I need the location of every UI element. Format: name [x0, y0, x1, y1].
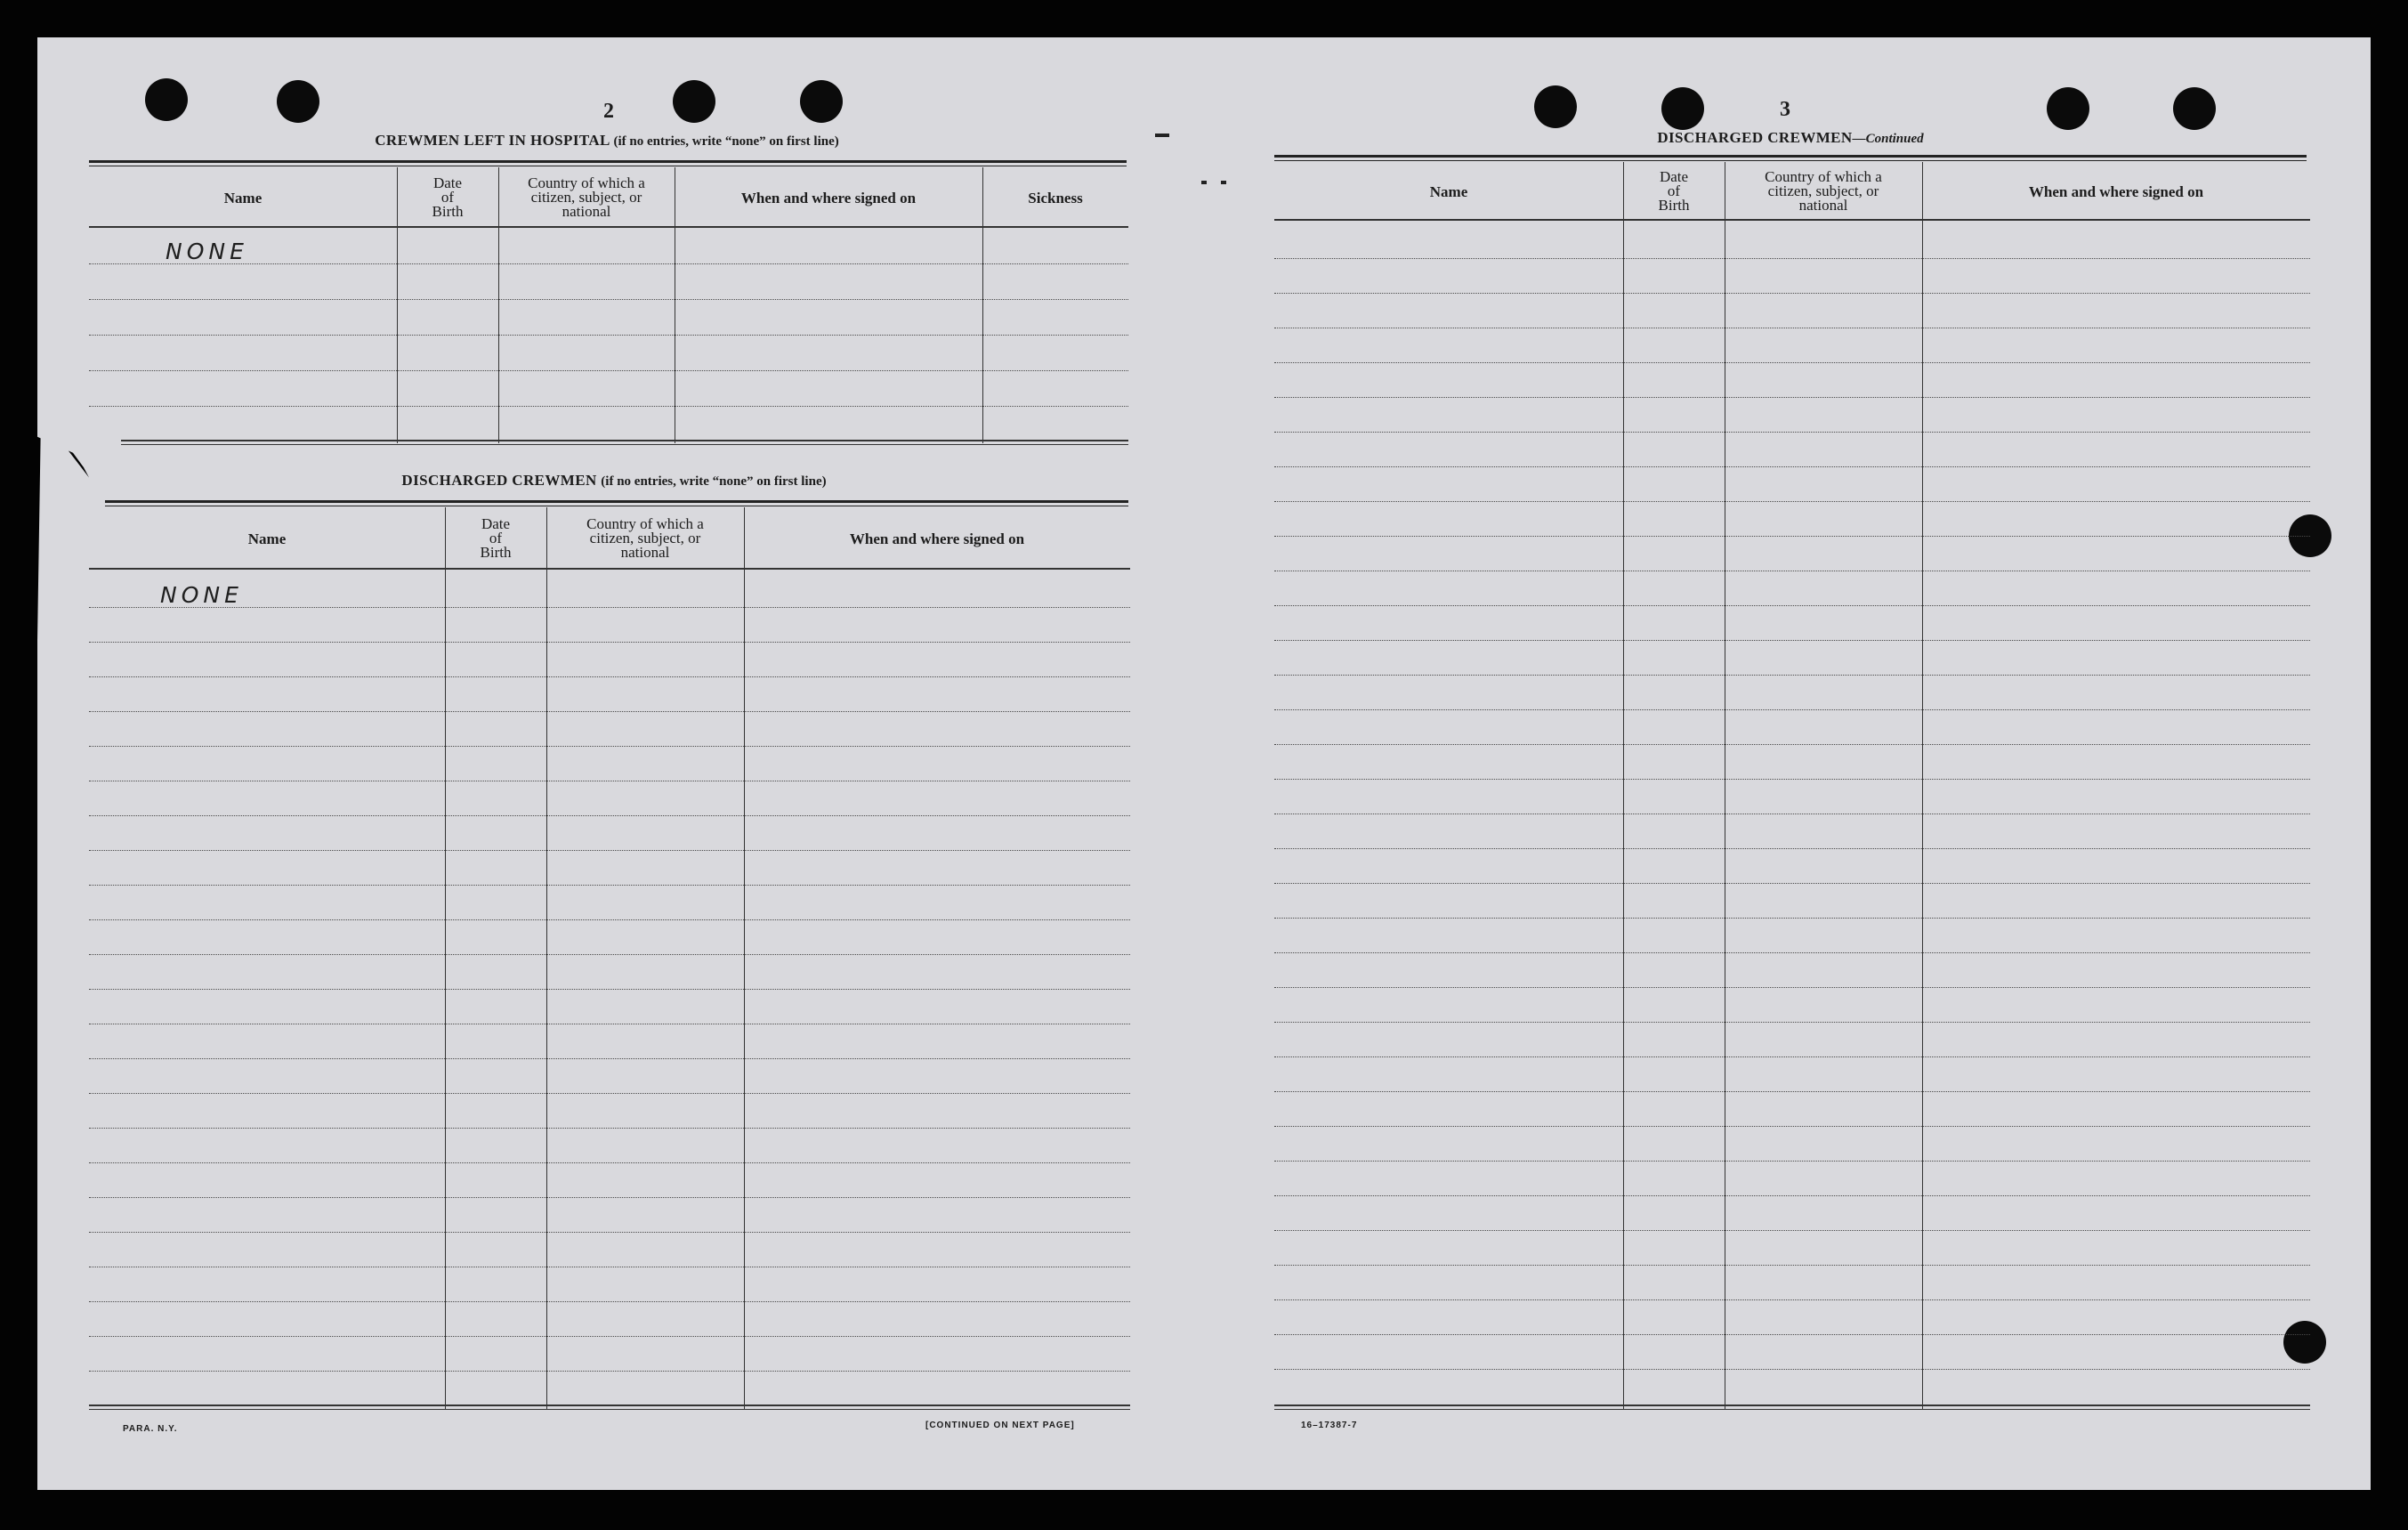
table-bottom-rule [89, 1405, 1130, 1410]
entry-line [1274, 1056, 2310, 1057]
hospital-section-title [89, 132, 1125, 150]
col-country: Country of which a citizen, subject, or national [1765, 168, 1882, 214]
entry-line [1274, 397, 2310, 398]
col-signed-on: When and where signed on [849, 530, 1025, 547]
discharged-instruction: (if no entries, write “none” on first line) [601, 474, 827, 489]
entry-line [89, 370, 1128, 371]
punch-hole [2173, 87, 2216, 130]
discharged-top-rule [105, 500, 1128, 506]
entry-line [89, 406, 1128, 407]
entry-line [89, 885, 1130, 886]
punch-hole [800, 80, 843, 123]
entry-line [1274, 1265, 2310, 1266]
entry-line [89, 850, 1130, 851]
header-rule [89, 226, 1128, 228]
page-number-left: 2 [603, 100, 614, 123]
entry-line [89, 919, 1130, 920]
entry-line [89, 1128, 1130, 1129]
table-bottom-rule [1274, 1405, 2310, 1410]
entry-line [1274, 987, 2310, 988]
hospital-top-rule [89, 160, 1127, 166]
col-name: Name [223, 189, 263, 206]
handwritten-entry: NONE [160, 582, 243, 608]
entry-line [89, 1162, 1130, 1163]
table-bottom-rule [121, 440, 1128, 445]
hospital-table [89, 167, 1128, 443]
punch-hole [1534, 85, 1577, 128]
divider [1922, 162, 1923, 1410]
hospital-instruction: (if no entries, write “none” on first line) [613, 134, 839, 149]
punch-hole [145, 78, 188, 121]
entry-line [1274, 883, 2310, 884]
col-country: Country of which a citizen, subject, or national [586, 515, 704, 561]
discharged-section-title [98, 472, 1130, 490]
entry-line [1274, 1091, 2310, 1092]
divider [546, 507, 547, 1410]
header-rule [1274, 219, 2310, 221]
entry-line [1274, 1299, 2310, 1300]
printer-mark: PARA. N.Y. [123, 1424, 178, 1434]
entry-line [1274, 258, 2310, 259]
fold-mark [1221, 181, 1226, 184]
punch-hole [673, 80, 715, 123]
entry-line [1274, 952, 2310, 953]
entry-line [89, 335, 1128, 336]
handwritten-entry: NONE [166, 239, 248, 264]
entry-line [89, 1058, 1130, 1059]
entry-line [89, 676, 1130, 677]
entry-line [1274, 432, 2310, 433]
entry-line [1274, 1369, 2310, 1370]
col-country: Country of which a citizen, subject, or national [528, 174, 645, 220]
entry-line [89, 1232, 1130, 1233]
entry-line [89, 989, 1130, 990]
divider [982, 167, 983, 443]
entry-line [1274, 848, 2310, 849]
entry-line [89, 815, 1130, 816]
discharged-table [89, 507, 1130, 1410]
entry-line [89, 607, 1130, 608]
col-sickness: Sickness [1028, 189, 1083, 206]
continued-note: [CONTINUED ON NEXT PAGE] [925, 1421, 1075, 1430]
form-code: 16–17387-7 [1301, 1421, 1358, 1430]
col-signed-on: When and where signed on [740, 189, 917, 206]
discharged-continued-title [1274, 129, 2307, 147]
col-date-of-birth: Date of Birth [1658, 168, 1690, 214]
hospital-title-text: CREWMEN LEFT IN HOSPITAL [375, 132, 610, 149]
divider [1623, 162, 1624, 1410]
entry-line [1274, 1126, 2310, 1127]
discharged-continued-table [1274, 162, 2310, 1410]
discharged-continued-text: DISCHARGED CREWMEN [1657, 129, 1853, 146]
divider [445, 507, 446, 1410]
fold-mark [1201, 181, 1207, 184]
col-date-of-birth: Date of Birth [432, 174, 464, 220]
entry-line [1274, 779, 2310, 780]
right-top-rule [1274, 155, 2307, 161]
punch-hole [1661, 87, 1704, 130]
continued-suffix: —Continued [1852, 132, 1924, 146]
divider [744, 507, 745, 1410]
header-rule [89, 568, 1130, 570]
entry-line [89, 1336, 1130, 1337]
entry-line [89, 746, 1130, 747]
entry-line [1274, 362, 2310, 363]
entry-line [1274, 709, 2310, 710]
entry-line [1274, 744, 2310, 745]
divider [498, 167, 499, 443]
entry-line [1274, 1161, 2310, 1162]
entry-line [89, 1093, 1130, 1094]
page-number-right: 3 [1780, 98, 1790, 121]
entry-line [89, 299, 1128, 300]
divider [397, 167, 398, 443]
punch-hole [277, 80, 319, 123]
col-date-of-birth: Date of Birth [480, 515, 512, 561]
entry-line [89, 642, 1130, 643]
entry-line [1274, 501, 2310, 502]
fold-mark [1155, 134, 1169, 137]
entry-line [1274, 1195, 2310, 1196]
entry-line [1274, 918, 2310, 919]
entry-line [1274, 536, 2310, 537]
entry-line [89, 954, 1130, 955]
entry-line [89, 1371, 1130, 1372]
entry-line [1274, 1022, 2310, 1023]
entry-line [1274, 1334, 2310, 1335]
col-signed-on: When and where signed on [2028, 182, 2204, 200]
entry-line [1274, 675, 2310, 676]
discharged-title-text: DISCHARGED CREWMEN [401, 472, 597, 489]
entry-line [1274, 640, 2310, 641]
col-name: Name [247, 530, 287, 547]
entry-line [1274, 1230, 2310, 1231]
entry-line [1274, 293, 2310, 294]
entry-line [89, 711, 1130, 712]
punch-hole [2047, 87, 2089, 130]
col-name: Name [1429, 182, 1468, 200]
entry-line [89, 1197, 1130, 1198]
entry-line [1274, 605, 2310, 606]
entry-line [1274, 466, 2310, 467]
entry-line [89, 1301, 1130, 1302]
